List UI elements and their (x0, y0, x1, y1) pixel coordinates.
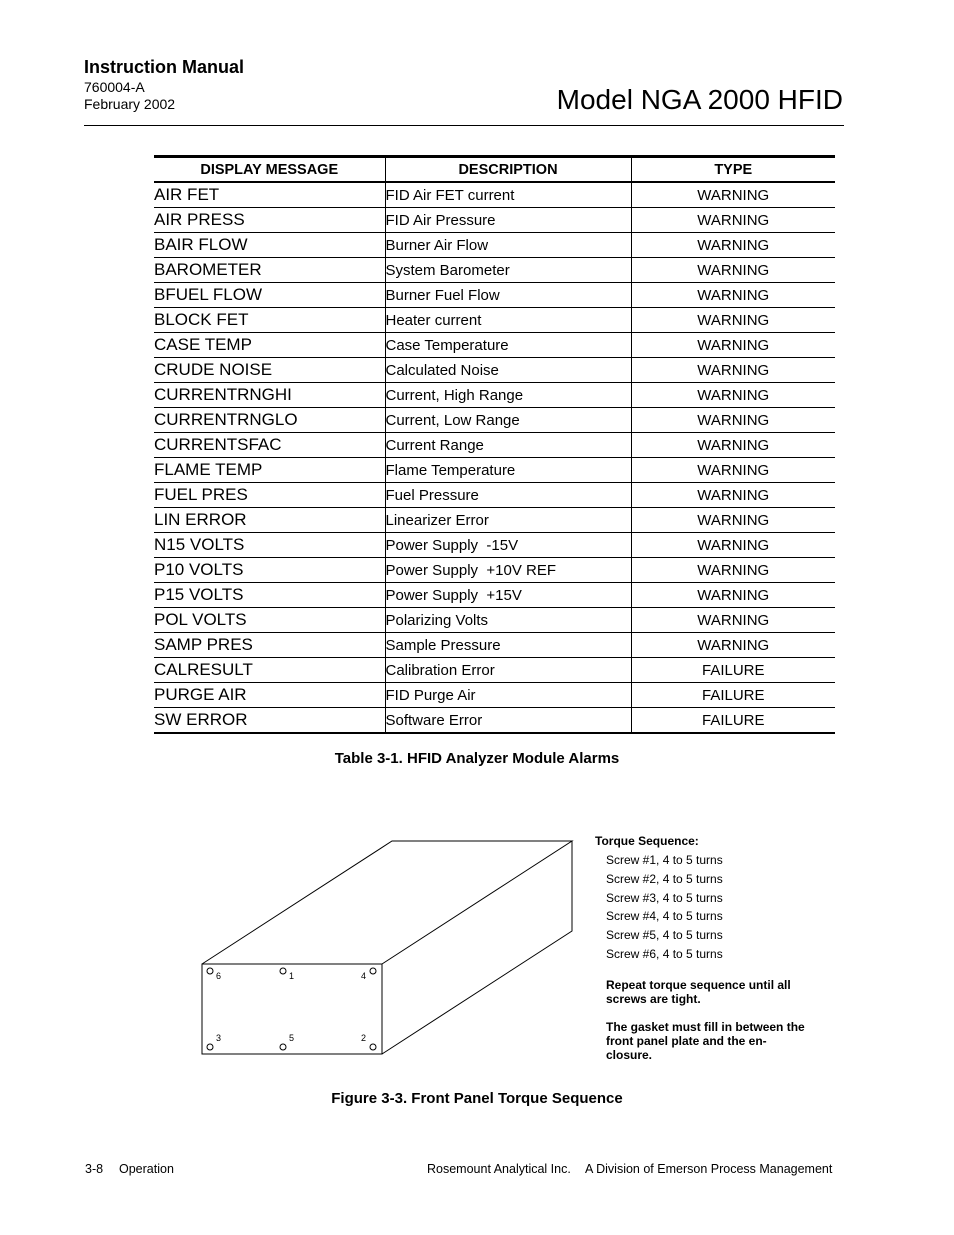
description-cell: FID Air Pressure (385, 208, 631, 233)
footer-section: Operation (119, 1162, 174, 1176)
description-cell: Fuel Pressure (385, 483, 631, 508)
type-cell: WARNING (631, 583, 835, 608)
torque-sequence (595, 834, 806, 1062)
torque-step: Screw #2, 4 to 5 turns (606, 871, 723, 886)
screw-label-1: 1 (289, 971, 295, 981)
display-message-cell: BAIR FLOW (154, 233, 385, 258)
enclosure-top-edge (202, 841, 572, 964)
description-cell: Current, High Range (385, 383, 631, 408)
alarms-table (154, 155, 835, 734)
type-cell: FAILURE (631, 683, 835, 708)
table-caption: Table 3-1. HFID Analyzer Module Alarms (334, 750, 620, 767)
table-row (154, 708, 835, 734)
display-message-cell: AIR FET (154, 182, 385, 208)
table-row (154, 182, 835, 208)
table-row (154, 208, 835, 233)
type-cell: FAILURE (631, 708, 835, 734)
display-message-cell: BAROMETER (154, 258, 385, 283)
table-row (154, 658, 835, 683)
display-message-cell: FLAME TEMP (154, 458, 385, 483)
manual-title: Instruction Manual (84, 57, 245, 77)
column-header-type: TYPE (631, 157, 835, 183)
type-cell: WARNING (631, 433, 835, 458)
footer-page-number: 3-8 (85, 1162, 104, 1176)
repeat-note: Repeat torque sequence until all screws are tight. (606, 977, 791, 1006)
screw-hole-5 (280, 1044, 286, 1050)
description-cell: Burner Fuel Flow (385, 283, 631, 308)
description-cell: Current Range (385, 433, 631, 458)
type-cell: WARNING (631, 182, 835, 208)
table-row (154, 383, 835, 408)
display-message-cell: SAMP PRES (154, 633, 385, 658)
model-title: Model NGA 2000 HFID (556, 84, 843, 115)
torque-step: Screw #1, 4 to 5 turns (606, 853, 723, 867)
type-cell: WARNING (631, 233, 835, 258)
doc-date: February 2002 (84, 96, 176, 112)
screw-hole-2 (370, 1044, 376, 1050)
type-cell: FAILURE (631, 658, 835, 683)
display-message-cell: N15 VOLTS (154, 533, 385, 558)
type-cell: WARNING (631, 383, 835, 408)
enclosure-side-edge (382, 841, 572, 1054)
table-row (154, 508, 835, 533)
screw-label-3: 3 (216, 1033, 222, 1043)
description-cell: Case Temperature (385, 333, 631, 358)
table-row (154, 308, 835, 333)
screw-label-5: 5 (289, 1033, 295, 1043)
display-message-cell: PURGE AIR (154, 683, 385, 708)
display-message-cell: SW ERROR (154, 708, 385, 734)
type-cell: WARNING (631, 558, 835, 583)
footer-division: A Division of Emerson Process Management (585, 1162, 833, 1176)
type-cell: WARNING (631, 533, 835, 558)
type-cell: WARNING (631, 308, 835, 333)
display-message-cell: FUEL PRES (154, 483, 385, 508)
enclosure-drawing (195, 835, 580, 1060)
description-cell: Software Error (385, 708, 631, 734)
alarms-table-body (154, 182, 835, 733)
type-cell: WARNING (631, 358, 835, 383)
table-row (154, 558, 835, 583)
screw-hole-6 (207, 968, 213, 974)
description-cell: Power Supply +15V (385, 583, 631, 608)
description-cell: Heater current (385, 308, 631, 333)
display-message-cell: CALRESULT (154, 658, 385, 683)
type-cell: WARNING (631, 208, 835, 233)
header-rule (84, 125, 844, 126)
torque-step: Screw #4, 4 to 5 turns (606, 909, 723, 924)
table-row (154, 633, 835, 658)
description-cell: Linearizer Error (385, 508, 631, 533)
display-message-cell: BFUEL FLOW (154, 283, 385, 308)
doc-number: 760004-A (84, 79, 145, 95)
table-row (154, 683, 835, 708)
description-cell: Calibration Error (385, 658, 631, 683)
screw-hole-4 (370, 968, 376, 974)
description-cell: Power Supply -15V (385, 533, 631, 558)
description-cell: Calculated Noise (385, 358, 631, 383)
column-header-description: DESCRIPTION (385, 157, 631, 183)
torque-step: Screw #5, 4 to 5 turns (606, 928, 723, 943)
table-row (154, 608, 835, 633)
table-row (154, 358, 835, 383)
torque-sequence-title: Torque Sequence: (595, 834, 699, 848)
type-cell: WARNING (631, 408, 835, 433)
description-cell: Burner Air Flow (385, 233, 631, 258)
display-message-cell: P15 VOLTS (154, 583, 385, 608)
table-row (154, 333, 835, 358)
display-message-cell: BLOCK FET (154, 308, 385, 333)
description-cell: Power Supply +10V REF (385, 558, 631, 583)
display-message-cell: AIR PRESS (154, 208, 385, 233)
description-cell: Polarizing Volts (385, 608, 631, 633)
column-header-display-message: DISPLAY MESSAGE (154, 157, 385, 183)
description-cell: Flame Temperature (385, 458, 631, 483)
table-row (154, 458, 835, 483)
description-cell: FID Air FET current (385, 182, 631, 208)
table-row (154, 258, 835, 283)
description-cell: FID Purge Air (385, 683, 631, 708)
type-cell: WARNING (631, 258, 835, 283)
table-header-row (154, 157, 835, 183)
table-row (154, 283, 835, 308)
footer-company: Rosemount Analytical Inc. (427, 1162, 571, 1176)
type-cell: WARNING (631, 283, 835, 308)
torque-step: Screw #6, 4 to 5 turns (606, 946, 723, 961)
table-row (154, 483, 835, 508)
type-cell: WARNING (631, 508, 835, 533)
screw-label-6: 6 (216, 971, 222, 981)
table-row (154, 583, 835, 608)
display-message-cell: CURRENTSFAC (154, 433, 385, 458)
display-message-cell: CURRENTRNGHI (154, 383, 385, 408)
display-message-cell: LIN ERROR (154, 508, 385, 533)
description-cell: System Barometer (385, 258, 631, 283)
gasket-note: The gasket must fill in between the front panel plate and the en-closure. (606, 1019, 805, 1062)
torque-step: Screw #3, 4 to 5 turns (606, 890, 723, 905)
description-cell: Current, Low Range (385, 408, 631, 433)
description-cell: Sample Pressure (385, 633, 631, 658)
table-row (154, 233, 835, 258)
screw-label-2: 2 (361, 1033, 367, 1043)
type-cell: WARNING (631, 483, 835, 508)
screw-label-4: 4 (361, 971, 367, 981)
table-row (154, 408, 835, 433)
type-cell: WARNING (631, 608, 835, 633)
figure-caption: Figure 3-3. Front Panel Torque Sequence (331, 1090, 623, 1107)
display-message-cell: CASE TEMP (154, 333, 385, 358)
display-message-cell: POL VOLTS (154, 608, 385, 633)
table-row (154, 533, 835, 558)
type-cell: WARNING (631, 458, 835, 483)
display-message-cell: P10 VOLTS (154, 558, 385, 583)
type-cell: WARNING (631, 633, 835, 658)
display-message-cell: CURRENTRNGLO (154, 408, 385, 433)
screw-hole-1 (280, 968, 286, 974)
display-message-cell: CRUDE NOISE (154, 358, 385, 383)
table-row (154, 433, 835, 458)
screw-hole-3 (207, 1044, 213, 1050)
type-cell: WARNING (631, 333, 835, 358)
